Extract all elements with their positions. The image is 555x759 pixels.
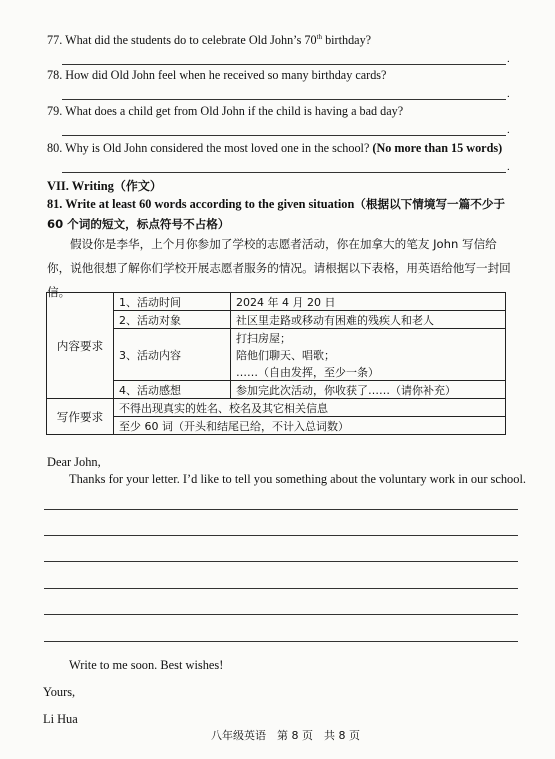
question-number: 78. [47, 68, 63, 82]
question-81-label: 81. Write at least 60 words according to the given situation [47, 197, 355, 211]
table-item: 1、活动时间 [114, 293, 231, 311]
content-requirements-header: 内容要求 [47, 293, 114, 399]
situation-text: 假设你是李华，上个月你参加了学校的志愿者活动，你在加拿大的笔友 John 写信给你，说他很想了解你们学校开展志愿者服务的情况。请根据以下表格，用英语给他写一封回信。 [47, 237, 511, 299]
letter-signature: Li Hua [43, 712, 78, 726]
table-item: 3、活动内容 [114, 329, 231, 381]
answer-line-80[interactable] [62, 172, 506, 173]
letter-salutation: Dear John, [47, 455, 101, 469]
answer-end-mark: . [507, 124, 510, 136]
answer-end-mark: . [507, 161, 510, 173]
section-title: VII. Writing [47, 179, 114, 193]
page-footer: 八年级英语 第 8 页 共 8 页 [211, 729, 360, 742]
question-text: How did Old John feel when he received so many birthday cards? [65, 68, 387, 82]
table-detail: 2024 年 4 月 20 日 [231, 293, 506, 311]
requirements-table [46, 292, 506, 435]
writing-line[interactable] [44, 535, 518, 536]
question-81-prompt [47, 194, 517, 234]
question-77 [47, 33, 371, 48]
section-title-cn: （作文） [113, 179, 162, 193]
question-78 [47, 68, 386, 83]
question-text: What does a child get from Old John if the child is having a bad day? [65, 104, 404, 118]
question-79 [47, 104, 403, 119]
question-number: 77. [47, 33, 63, 48]
table-detail: 参加完此次活动，你收获了……（请你补充） [231, 381, 506, 399]
writing-line[interactable] [44, 509, 518, 510]
question-number: 80. [47, 141, 63, 155]
writing-requirements-header: 写作要求 [47, 399, 114, 435]
question-text: What did the students do to celebrate Old John’s 70 [65, 33, 317, 48]
question-81-label-cn: （根据以下情境写一篇不少于 60 个词的短文，标点符号不占格） [47, 197, 506, 231]
question-number: 79. [47, 104, 63, 118]
table-item: 4、活动感想 [114, 381, 231, 399]
table-detail: ……（自由发挥，至少一条） [231, 363, 506, 381]
writing-requirement: 至少 60 词（开头和结尾已给，不计入总词数） [114, 417, 506, 435]
answer-line-78[interactable] [62, 99, 506, 100]
question-text: Why is Old John considered the most loved one in the school? [65, 141, 370, 155]
answer-line-77[interactable] [62, 64, 506, 65]
answer-line-79[interactable] [62, 135, 506, 136]
answer-end-mark: . [507, 53, 510, 65]
table-detail: 打扫房屋； [231, 329, 506, 347]
letter-closing: Write to me soon. Best wishes! [69, 658, 224, 672]
question-text-end: birthday? [322, 33, 372, 48]
table-detail: 陪他们聊天、唱歌； [231, 346, 506, 363]
writing-line[interactable] [44, 614, 518, 615]
writing-line[interactable] [44, 588, 518, 589]
table-item: 2、活动对象 [114, 311, 231, 329]
answer-end-mark: . [507, 88, 510, 100]
question-80 [47, 141, 502, 156]
word-limit-note: (No more than 15 words) [372, 141, 503, 155]
table-detail: 社区里走路或移动有困难的残疾人和老人 [231, 311, 506, 329]
letter-signoff: Yours, [43, 685, 76, 699]
writing-requirement: 不得出现真实的姓名、校名及其它相关信息 [114, 399, 506, 417]
letter-opening: Thanks for your letter. I’d like to tell you something about the voluntary work in our school. [69, 472, 526, 486]
writing-line[interactable] [44, 561, 518, 562]
writing-line[interactable] [44, 641, 518, 642]
section-heading [47, 177, 162, 194]
superscript: th [316, 33, 323, 41]
